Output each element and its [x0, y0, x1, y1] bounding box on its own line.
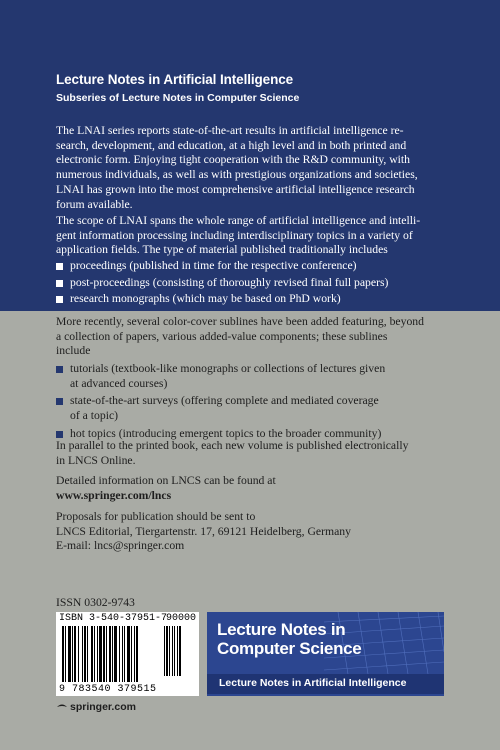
info-paragraph: [56, 474, 449, 503]
bullet-square-icon: [56, 366, 63, 373]
intro-line: forum available.: [56, 197, 133, 211]
list-item: state-of-the-art surveys (offering complete and mediated coverage of a topic): [56, 394, 456, 423]
lncs-url-link[interactable]: www.springer.com/lncs: [56, 488, 172, 502]
proposals-line: Proposals for publication should be sent to: [56, 510, 256, 523]
isbn-number: ISBN 3-540-37951-7: [59, 613, 168, 624]
publisher-name: springer.com: [70, 701, 136, 713]
bullet-square-icon: [56, 280, 63, 287]
series-title: Lecture Notes in Artificial Intelligence: [56, 72, 294, 87]
badge-title: Lecture Notes in Computer Science: [217, 620, 362, 658]
bullet-square-icon: [56, 296, 63, 303]
sublines-paragraph: [56, 315, 449, 359]
bullet-square-icon: [56, 263, 63, 270]
sublines-line: a collection of papers, various added-value components; these sublines: [56, 329, 388, 343]
intro-paragraph: [56, 124, 449, 212]
scope-line: application fields. The type of material published traditionally includes: [56, 243, 388, 257]
list-item: proceedings (published in time for the respective conference): [56, 259, 456, 274]
scope-paragraph: [56, 214, 449, 258]
proposals-paragraph: [56, 510, 449, 554]
intro-line: The LNAI series reports state-of-the-art results in artificial intelligence re-: [56, 124, 404, 137]
badge-subtitle: Lecture Notes in Artificial Intelligence: [219, 677, 407, 689]
isbn-barcode: [56, 612, 199, 696]
list-item: research monographs (which may be based on PhD work): [56, 292, 456, 307]
springer-logo: [56, 701, 136, 713]
sublines-line: include: [56, 344, 91, 358]
intro-line: LNAI has grown into the most comprehensive artificial intelligence research: [56, 182, 415, 196]
contact-email[interactable]: E-mail: lncs@springer.com: [56, 539, 185, 553]
sublines-list: [56, 362, 456, 445]
intro-line: search, development, and education, at a high level and in both printed and: [56, 138, 407, 152]
scope-line: The scope of LNAI spans the whole range of artificial intelligence and intelli-: [56, 214, 421, 227]
intro-line: electronic form. Enjoying tight cooperation with the R&D community, with: [56, 153, 411, 167]
barcode-digits: 9 783540 379515: [59, 684, 157, 695]
issn-label: ISSN 0302-9743: [56, 596, 135, 609]
intro-line: numerous individuals, as well as with prestigious organizations and societies,: [56, 168, 418, 182]
bullet-square-icon: [56, 398, 63, 405]
online-line: in LNCS Online.: [56, 453, 136, 467]
top-panel: [0, 0, 500, 311]
springer-arrow-icon: [56, 702, 68, 712]
bullet-square-icon: [56, 431, 63, 438]
list-item: tutorials (textbook-like monographs or collections of lectures given at advanced courses): [56, 362, 456, 391]
online-paragraph: [56, 439, 449, 468]
scope-list: [56, 259, 456, 307]
list-item: hot topics (introducing emergent topics to the broader community): [56, 427, 456, 442]
online-line: In parallel to the printed book, each new volume is published electronically: [56, 439, 409, 452]
editorial-address: LNCS Editorial, Tiergartenstr. 17, 69121 Heidelberg, Germany: [56, 524, 351, 538]
scope-line: gent information processing including interdisciplinary topics in a variety of: [56, 228, 413, 242]
info-line: Detailed information on LNCS can be found at: [56, 474, 276, 487]
lncs-badge: [207, 612, 444, 696]
sublines-line: More recently, several color-cover sublines have been added featuring, beyond: [56, 315, 424, 328]
barcode-addon: 90000: [165, 613, 196, 624]
list-item: post-proceedings (consisting of thoroughly revised final full papers): [56, 276, 456, 291]
series-subtitle: Subseries of Lecture Notes in Computer Science: [56, 92, 300, 104]
